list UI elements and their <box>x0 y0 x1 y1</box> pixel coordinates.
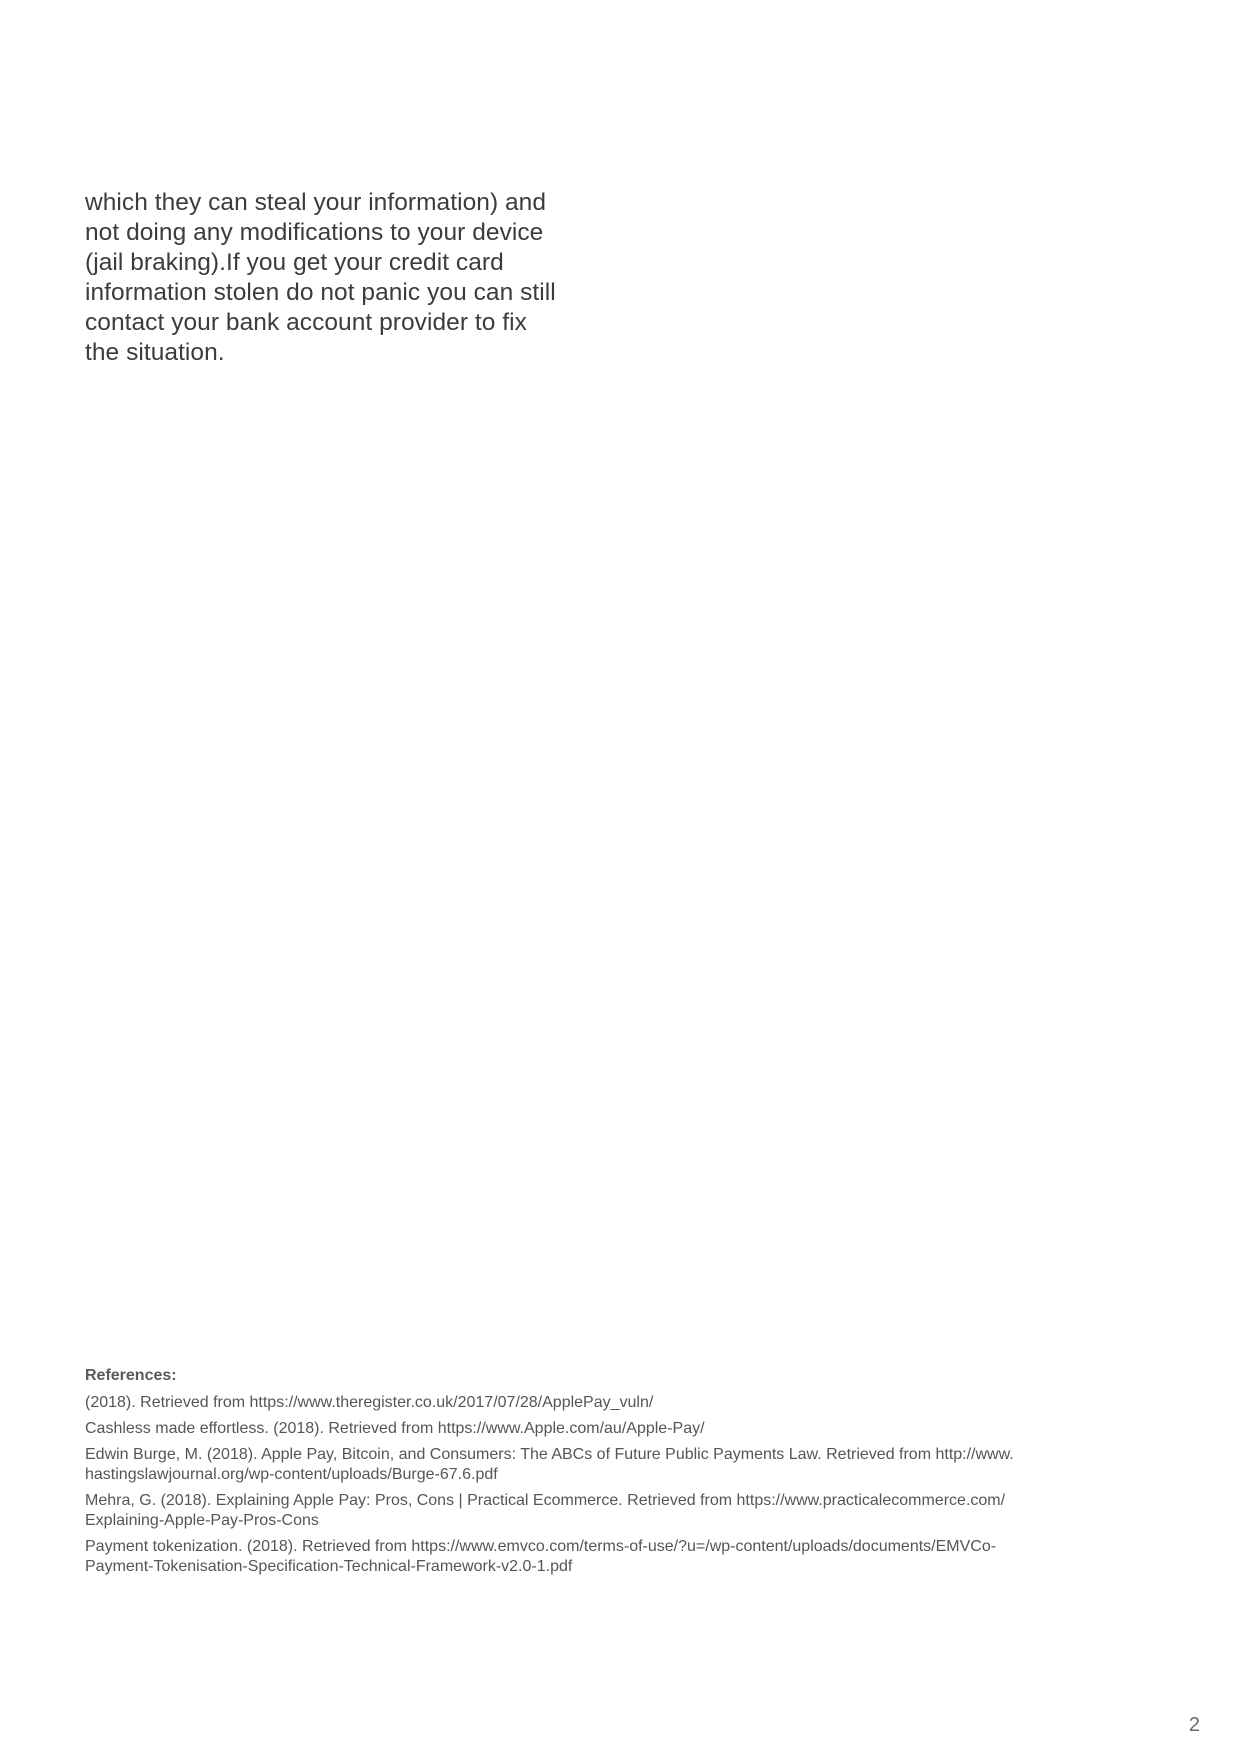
reference-line: (2018). Retrieved from https://www.theregister.co.uk/2017/07/28/ApplePay_vuln/ <box>85 1394 654 1411</box>
body-line: which they can steal your information) and <box>85 189 547 216</box>
body-line: not doing any modifications to your device <box>85 219 544 246</box>
reference-item <box>85 1445 1165 1485</box>
reference-item <box>85 1537 1165 1577</box>
references-section <box>85 1366 1165 1583</box>
reference-line: Payment tokenization. (2018). Retrieved from https://www.emvco.com/terms-of-use/?u=/wp-content/uploads/documents/EMVCo- <box>85 1538 997 1555</box>
reference-list <box>85 1393 1165 1577</box>
body-line: information stolen do not panic you can still <box>85 279 556 306</box>
reference-line: Payment-Tokenisation-Specification-Technical-Framework-v2.0-1.pdf <box>85 1558 573 1575</box>
reference-item <box>85 1393 1165 1413</box>
body-line: the situation. <box>85 339 225 366</box>
reference-line: Cashless made effortless. (2018). Retrieved from https://www.Apple.com/au/Apple-Pay/ <box>85 1420 705 1437</box>
page-number: 2 <box>1188 1714 1200 1736</box>
reference-line: Mehra, G. (2018). Explaining Apple Pay: Pros, Cons | Practical Ecommerce. Retrieved from https://www.practicalecommerce.com/ <box>85 1492 1006 1509</box>
reference-line: hastingslawjournal.org/wp-content/uploads/Burge-67.6.pdf <box>85 1466 498 1483</box>
reference-item <box>85 1419 1165 1439</box>
body-paragraph <box>85 188 605 368</box>
reference-line: Edwin Burge, M. (2018). Apple Pay, Bitcoin, and Consumers: The ABCs of Future Public Payments Law. Retrieved from http://www. <box>85 1446 1014 1463</box>
reference-line: Explaining-Apple-Pay-Pros-Cons <box>85 1512 319 1529</box>
references-heading: References: <box>85 1367 177 1384</box>
body-line: (jail braking).If you get your credit card <box>85 249 504 276</box>
body-line: contact your bank account provider to fix <box>85 309 527 336</box>
reference-item <box>85 1491 1165 1531</box>
